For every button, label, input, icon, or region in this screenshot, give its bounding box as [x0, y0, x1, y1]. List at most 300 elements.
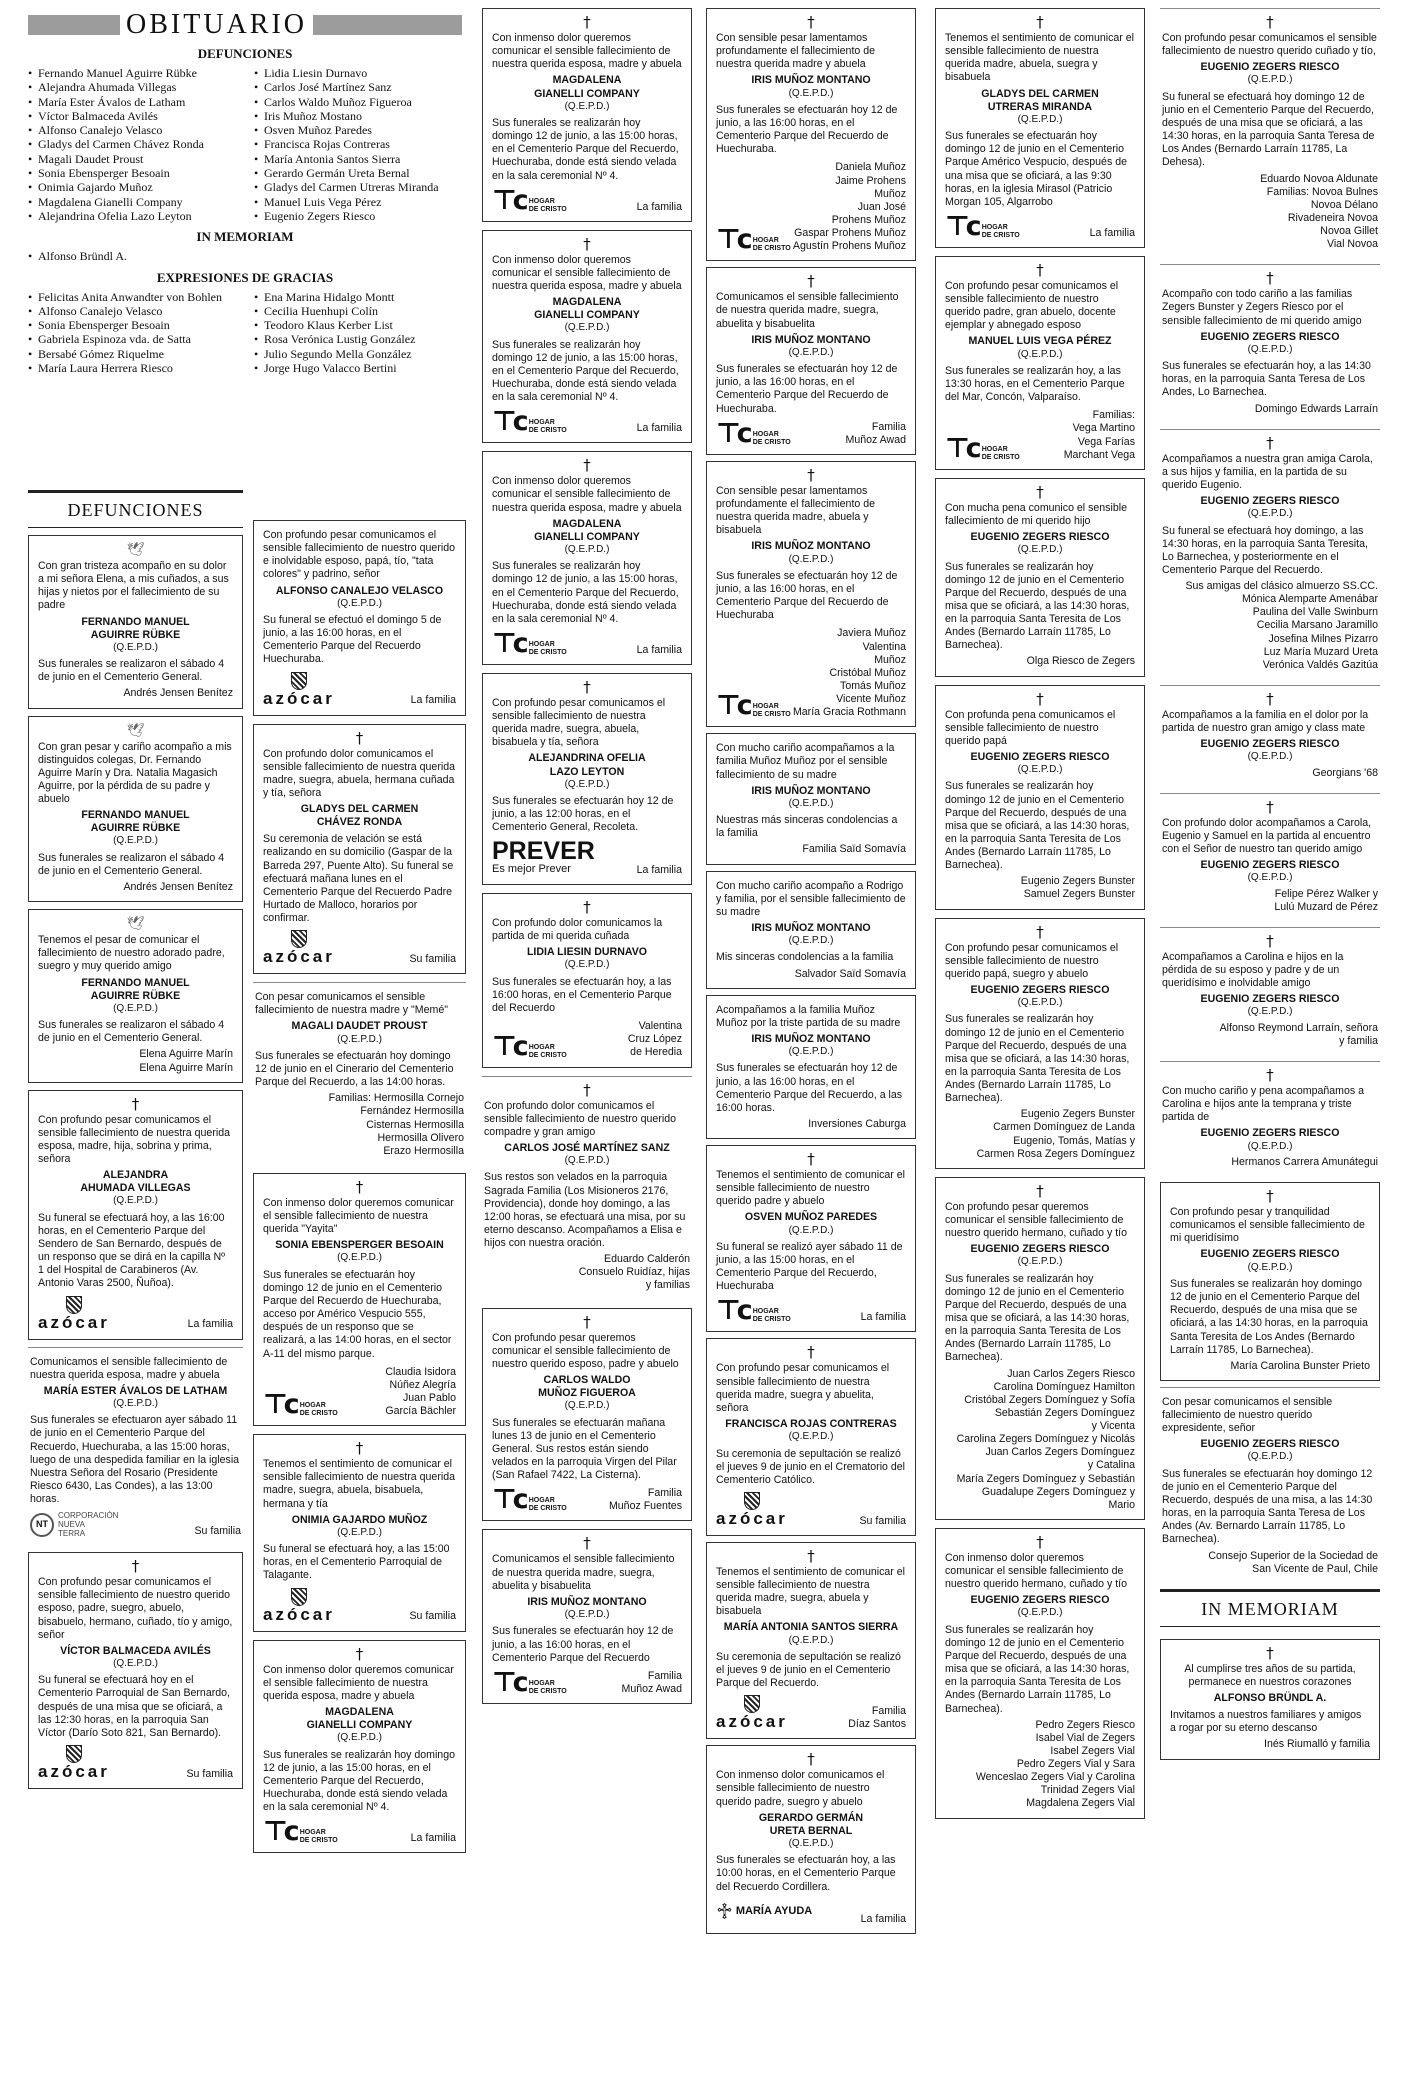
nueva-terra-logo	[30, 1511, 118, 1538]
azocar-logo	[38, 1745, 110, 1781]
notice-signature: Inversiones Caburga	[808, 1117, 906, 1130]
notice-body: Sus funerales se realizarán hoy domingo 12 de junio en el Cementerio Parque del Recuerdo, después de una misa que se oficiará, a las 14:30 horas, en la parroquia Santa Teresita de Los Andes (Bernardo Larraín 11785, Lo Barnechea).	[1170, 1278, 1368, 1356]
deceased-name: MAGDALENA GIANELLI COMPANY	[306, 1705, 413, 1732]
notice-signature: Familia Muñoz Awad	[845, 420, 906, 446]
notice-footer	[716, 1295, 906, 1327]
hogar-de-cristo-text: HOGAR DE CRISTO	[528, 197, 567, 213]
notice-intro: Con profundo pesar comunicamos el sensible fallecimiento de nuestra querida madre, suegra y abuelita, señora	[716, 1362, 890, 1414]
notice-intro: Con gran tristeza acompaño en su dolor a mi señora Elena, a mis cuñados, a sus hijas y nietos por el fallecimiento de su padre	[38, 560, 229, 612]
qepd-label: (Q.E.P.D.)	[1247, 74, 1293, 86]
notice-body: Sus funerales se efectuarán hoy, a las 10:00 horas, en el Cementerio Parque del Recuerdo Cordillera.	[716, 1854, 896, 1893]
notice-footer	[263, 672, 456, 708]
page-title: OBITUARIO	[126, 9, 307, 40]
notice-intro: Acompaño con todo cariño a las familias Zegers Bunster y Zegers Riesco por el sensible fallecimiento de mi querido amigo	[1162, 288, 1362, 327]
azocar-wordmark: azócar	[716, 1508, 788, 1528]
index-entry: • Alfonso Canalejo Velasco	[28, 123, 236, 137]
obituario-banner	[28, 10, 462, 40]
notice-intro: Tenemos el sentimiento de comunicar el sensible fallecimiento de nuestra querida madre, abuela, suegra y bisabuela	[945, 32, 1135, 84]
notice-signature: Pedro Zegers Riesco Isabel Vial de Zegers Isabel Zegers Vial Pedro Zegers Vial y Sara Wenceslao Zegers Vial y Carolina Trinidad Zegers Vial Magdalena Zegers Vial	[975, 1718, 1135, 1810]
index-defunciones	[28, 66, 462, 223]
hogar-de-cristo-text: HOGAR DE CRISTO	[528, 640, 567, 656]
obituary-notice	[253, 982, 466, 1165]
notice-body: Sus funerales se realizarán hoy domingo 12 de junio en el Cementerio Parque del Recuerdo, después de una misa que se oficiará, a las 14:30 horas, en la parroquia Santa Teresita de Los Andes (Bernardo Larraín 11785, Lo Barnechea).	[945, 1272, 1130, 1364]
index-entry: • Sonia Ebensperger Besoain	[28, 166, 236, 180]
deceased-name: LIDIA LIESIN DURNAVO	[526, 946, 648, 959]
notice-intro: Comunicamos el sensible fallecimiento de nuestra querida esposa, madre y abuela	[30, 1355, 228, 1381]
notice-body: Su ceremonia de velación se está realizando en su domicilio (Gaspar de la Barreda 297, Puente Alto). Su funeral se efectuará mañana lunes en el Cementerio Parque del Recuerdo Padre Hurtado de Malloco, horarios por confirmar.	[263, 833, 454, 925]
notice-body: Sus funerales se realizarán hoy, a las 13:30 horas, en el Cementerio Parque del Mar, Concón, Valparaíso.	[945, 364, 1125, 404]
deceased-name: EUGENIO ZEGERS RIESCO	[970, 1594, 1110, 1607]
notice-intro: Con profundo pesar comunicamos el sensible fallecimiento de nuestro querido esposo, padre, suegro, abuelo, bisabuelo, hermano, cuñado, tío y amigo, señor	[38, 1576, 233, 1641]
obituary-notice	[935, 1528, 1145, 1819]
notice-signature: Familias: Vega Martino Vega Farías Marchant Vega	[1063, 409, 1135, 461]
deceased-name: CARLOS WALDO MUÑOZ FIGUEROA	[538, 1373, 636, 1400]
notice-intro: Con mucho cariño y pena acompañamos a Carolina e hijos ante la temprana y triste partida de	[1162, 1085, 1364, 1124]
obituary-notice	[1160, 685, 1380, 787]
banner-bar-left	[28, 15, 120, 35]
qepd-label: (Q.E.P.D.)	[113, 1657, 158, 1669]
cross-icon: †	[355, 1439, 364, 1458]
qepd-label: (Q.E.P.D.)	[1017, 348, 1063, 360]
cross-icon: †	[355, 728, 364, 747]
notice-intro: Tenemos el sentimiento de comunicar el sensible fallecimiento de nuestra querida madre, suegra, abuela y bisabuela	[716, 1565, 906, 1618]
cross-icon: †	[1266, 1643, 1274, 1662]
notice-intro: Con profundo pesar queremos comunicar el sensible fallecimiento de nuestro querido hermano, cuñado y tío	[945, 1200, 1127, 1240]
qepd-label: (Q.E.P.D.)	[564, 1400, 610, 1412]
deceased-name: IRIS MUÑOZ MONTANO	[751, 540, 871, 553]
index-entry: • Carlos Waldo Muñoz Figueroa	[254, 95, 462, 109]
notice-intro: Con inmenso dolor comunicamos el sensible fallecimiento de nuestro querido padre, suegro y abuelo	[716, 1769, 885, 1808]
obituary-notice	[706, 461, 916, 727]
obituary-notice	[706, 8, 916, 261]
notice-signature: Familia Muñoz Awad	[621, 1669, 682, 1695]
notice-signature: La familia	[410, 694, 456, 707]
notice-body: Su funeral se efectuó el domingo 5 de junio, a las 16:00 horas, en el Cementerio Parque del Recuerdo Huechuraba.	[263, 614, 442, 666]
hogar-de-cristo-logo	[492, 627, 567, 659]
deceased-name: ALFONSO BRÜNDL A.	[1213, 1692, 1327, 1705]
hogar-de-cristo-icon: ⊤c	[263, 1816, 296, 1848]
index-block	[28, 10, 462, 375]
notice-intro: Con profundo pesar comunicamos el sensible fallecimiento de nuestra querida madre, suegra, abuela, bisabuela y tía, señora	[492, 696, 666, 749]
hogar-de-cristo-logo	[492, 1667, 567, 1698]
qepd-label: (Q.E.P.D.)	[337, 597, 382, 609]
index-entry: • Onimia Gajardo Muñoz	[28, 180, 236, 194]
notice-intro: Con mucho cariño acompaño a Rodrigo y familia, por el sensible fallecimiento de su madre	[716, 879, 906, 918]
hogar-de-cristo-text: HOGAR DE CRISTO	[528, 1043, 567, 1059]
notice-footer	[492, 839, 682, 877]
column-2	[253, 520, 466, 1853]
cross-icon: †	[131, 1094, 140, 1113]
notice-intro: Tenemos el sentimiento de comunicar el sensible fallecimiento de nuestra querida madre, suegra, abuela, bisabuela, hermana y tía	[263, 1458, 455, 1510]
index-entry: • Víctor Balmaceda Avilés	[28, 109, 236, 123]
qepd-label: (Q.E.P.D.)	[788, 1046, 834, 1058]
obituary-notice	[482, 451, 692, 665]
notice-body: Sus funerales se efectuarán hoy domingo 12 de junio en el Cementerio Parque del Recuerdo, después de una misa, a las 14:30 horas, en la parroquia Santa Teresa de Los Andes (Av. Bernardo Larraín 11785, Lo Barnechea).	[1162, 1467, 1373, 1546]
hogar-de-cristo-text: HOGAR DE CRISTO	[299, 1829, 338, 1845]
maria-ayuda-logo	[716, 1899, 812, 1926]
nueva-terra-icon: NT	[30, 1513, 54, 1537]
notice-signature: Eugenio Zegers Bunster Carmen Domínguez de Landa Eugenio, Tomás, Matías y Carmen Rosa Zegers Domínguez	[976, 1108, 1135, 1160]
notice-signature: Familias: Hermosilla Cornejo Fernández Hermosilla Cisternas Hermosilla Hermosilla Olivero Erazo Hermosilla	[328, 1092, 464, 1157]
obituary-notice	[28, 909, 243, 1083]
notice-signature: Daniela Muñoz Jaime Prohens Muñoz Juan José Prohens Muñoz Gaspar Prohens Muñoz Agustín Prohens Muñoz	[792, 161, 906, 253]
cross-icon: †	[807, 1343, 815, 1362]
deceased-name: EUGENIO ZEGERS RIESCO	[1200, 61, 1340, 74]
index-entry: • Rosa Verónica Lustig González	[254, 332, 462, 346]
index-entry: • Manuel Luis Vega Pérez	[254, 195, 462, 209]
crest-icon	[744, 1695, 760, 1713]
hogar-de-cristo-text: HOGAR DE CRISTO	[528, 1680, 567, 1695]
notice-footer	[492, 1020, 682, 1062]
deceased-name: EUGENIO ZEGERS RIESCO	[970, 531, 1110, 544]
notice-body: Sus funerales se realizarán hoy domingo 12 de junio, a las 15:00 horas, en el Cementerio Parque del Recuerdo, Huechuraba, donde está siendo velada en la sala ceremonial Nº 4.	[263, 1748, 455, 1814]
cross-icon: †	[1266, 1066, 1274, 1085]
hogar-de-cristo-logo	[716, 690, 791, 722]
deceased-name: EUGENIO ZEGERS RIESCO	[970, 983, 1110, 996]
notice-footer	[492, 406, 682, 438]
notice-signature: Andrés Jensen Benítez	[123, 687, 233, 700]
qepd-label: (Q.E.P.D.)	[788, 346, 834, 358]
hogar-de-cristo-icon: ⊤c	[492, 1030, 525, 1062]
section-memoriam-heading: IN MEMORIAM	[1160, 1589, 1380, 1627]
deceased-name: MAGALI DAUDET PROUST	[291, 1020, 428, 1033]
notice-body: Sus funerales se realizarán hoy domingo 12 de junio, a las 15:00 horas, en el Cementerio Parque del Recuerdo, Huechuraba, donde está siendo velada en la sala ceremonial Nº 4.	[492, 560, 679, 625]
cross-icon: †	[807, 1546, 815, 1565]
notice-footer	[38, 1296, 233, 1332]
notice-body: Sus funerales se realizarán hoy domingo 12 de junio en el Cementerio Parque del Recuerdo, después de una misa que se oficiará, a las 14:30 horas, en la parroquia Santa Teresita de Los Andes (Bernardo Larraín 11785, Lo Barnechea).	[945, 560, 1130, 652]
deceased-name: IRIS MUÑOZ MONTANO	[751, 921, 871, 934]
index-entry: • Gerardo Germán Ureta Bernal	[254, 166, 462, 180]
notice-footer	[716, 1492, 906, 1528]
notice-body: Sus funerales se realizarán hoy domingo 12 de junio, a las 15:00 horas, en el Cementerio Parque del Recuerdo, Huechuraba, donde está siendo velada en la sala ceremonial Nº 4.	[492, 338, 679, 404]
obituary-notice	[935, 1177, 1145, 1520]
notice-footer	[492, 1484, 682, 1516]
deceased-name: FRANCISCA ROJAS CONTRERAS	[725, 1417, 897, 1430]
index-entry: • Gabriela Espinoza vda. de Satta	[28, 332, 236, 346]
qepd-label: (Q.E.P.D.)	[1017, 1256, 1063, 1268]
notice-intro: Al cumplirse tres años de su partida, permanece en nuestros corazones	[1184, 1662, 1356, 1688]
notice-intro: Comunicamos el sensible fallecimiento de nuestra querida madre, suegra, abuelita y bisabuelita	[492, 1553, 675, 1592]
hogar-de-cristo-text: HOGAR DE CRISTO	[299, 1402, 338, 1418]
index-entry: • María Antonia Santos Sierra	[254, 152, 462, 166]
deceased-name: EUGENIO ZEGERS RIESCO	[1200, 330, 1340, 343]
index-entry: • Alfonso Bründl A.	[28, 249, 236, 263]
notice-footer	[30, 1511, 241, 1538]
obituary-notice	[706, 1145, 916, 1332]
notice-body: Sus restos son velados en la parroquia Sagrada Familia (Los Misioneros 2176, Providencia), donde hoy domingo, a las 12:00 horas, se efectuará una misa, por su eterno descanso. Acompañamos a Elisa e hijos con nuestra oración.	[484, 1171, 686, 1250]
deceased-name: CARLOS JOSÉ MARTÍNEZ SANZ	[504, 1141, 670, 1154]
notice-footer	[492, 184, 682, 216]
notice-signature: Domingo Edwards Larraín	[1254, 402, 1378, 415]
obituary-notice	[935, 8, 1145, 248]
qepd-label: (Q.E.P.D.)	[337, 1033, 382, 1045]
index-entry: • Lidia Liesin Durnavo	[254, 66, 462, 80]
notice-intro: Con profundo pesar queremos comunicar el sensible fallecimiento de nuestro querido esposo, padre y abuelo	[492, 1331, 679, 1370]
notice-intro: Con sensible pesar lamentamos profundamente el fallecimiento de nuestra querida madre y abuela	[716, 32, 876, 71]
obituary-notice	[253, 724, 466, 975]
cross-icon: †	[131, 1557, 140, 1576]
deceased-name: VÍCTOR BALMACEDA AVILÉS	[60, 1644, 211, 1657]
obituary-notice	[935, 685, 1145, 910]
notice-body: Sus funerales se efectuarán hoy, a las 16:00 horas, en el Cementerio Parque del Recuerdo	[492, 975, 672, 1015]
notice-signature: Juan Carlos Zegers Riesco Carolina Domínguez Hamilton Cristóbal Zegers Domínguez y Sofía Sebastián Zegers Domínguez y Vicenta Carolina Zegers Domínguez y Nicolás Juan Carlos Zegers Domínguez y Catalina María Zegers Domínguez y Sebastián Guadalupe Zegers Domínguez y Mario	[956, 1367, 1135, 1511]
notice-body: Su funeral se efectuará hoy, a las 16:00 horas, en el Cementerio Parque del Sendero de San Bernardo, después de un responso que se dirá en la capilla Nº 1 del Hospital de Carabineros (Av. Antonio Varas 2500, Ñuñoa).	[38, 1211, 226, 1290]
index-defunciones-left	[28, 66, 236, 223]
qepd-label: (Q.E.P.D.)	[564, 543, 610, 555]
obituary-notice	[482, 673, 692, 885]
obituary-notice	[706, 871, 916, 989]
qepd-label: (Q.E.P.D.)	[788, 1224, 834, 1236]
deceased-name: ONIMIA GAJARDO MUÑOZ	[291, 1513, 428, 1526]
notice-body: Sus funerales se efectuarán hoy 12 de junio, a las 16:00 horas, en el Cementerio Parque del Recuerdo, a las 16:00 horas.	[716, 1062, 903, 1114]
azocar-wordmark: azócar	[38, 1312, 110, 1332]
notice-signature: Su familia	[186, 1767, 233, 1780]
notice-footer	[716, 627, 906, 722]
hogar-de-cristo-logo	[263, 1816, 338, 1848]
qepd-label: (Q.E.P.D.)	[113, 1195, 158, 1207]
hogar-de-cristo-icon: ⊤c	[492, 406, 525, 438]
index-entry: • Francisca Rojas Contreras	[254, 137, 462, 151]
notice-footer	[263, 1366, 456, 1419]
index-gracias-heading: EXPRESIONES DE GRACIAS	[156, 269, 334, 285]
notice-body: Sus funerales se realizarán hoy domingo 12 de junio en el Cementerio Parque del Recuerdo, después de una misa que se oficiará, a las 14:30 horas, en la parroquia Santa Teresita de Los Andes (Bernardo Larraín 11785, Lo Barnechea).	[945, 1013, 1130, 1105]
notice-footer	[716, 161, 906, 256]
notice-intro: Con profundo pesar comunicamos el sensible fallecimiento de nuestro querido cuñado y tío,	[1162, 32, 1377, 58]
notice-intro: Con profundo dolor comunicamos el sensible fallecimiento de nuestra querida madre, suegra, abuela, hermana cuñada y tía, señora	[263, 747, 455, 799]
index-defunciones-heading: DEFUNCIONES	[197, 46, 293, 61]
obituary-notice	[935, 478, 1145, 677]
prever-tagline: Es mejor Prever	[492, 863, 571, 876]
index-entry: • Iris Muñoz Mostano	[254, 109, 462, 123]
hogar-de-cristo-text: HOGAR DE CRISTO	[752, 1308, 791, 1324]
cross-icon: †	[1266, 797, 1274, 816]
qepd-label: (Q.E.P.D.)	[1247, 1006, 1293, 1018]
qepd-label: (Q.E.P.D.)	[788, 1634, 834, 1646]
notice-intro: Comunicamos el sensible fallecimiento de nuestra querida madre, suegra, abuelita y bisabuelita	[716, 291, 899, 330]
dove-icon: 🕊	[126, 722, 145, 739]
banner-bar-right	[313, 15, 462, 35]
notice-intro: Con inmenso dolor queremos comunicar el sensible fallecimiento de nuestra querida esposa, madre y abuela	[263, 1663, 454, 1702]
azocar-wordmark: azócar	[263, 1604, 335, 1624]
notice-intro: Con profundo pesar comunicamos el sensible fallecimiento de nuestra querida esposa, madre, hija, sobrina y prima, señora	[38, 1113, 230, 1166]
hogar-de-cristo-logo	[492, 1030, 567, 1062]
qepd-label: (Q.E.P.D.)	[1017, 764, 1063, 776]
qepd-label: (Q.E.P.D.)	[1017, 113, 1063, 125]
hogar-de-cristo-logo	[492, 406, 567, 438]
obituary-notice	[1160, 429, 1380, 679]
index-gracias-left	[28, 290, 236, 376]
crest-icon	[66, 1745, 82, 1763]
hogar-de-cristo-icon: ⊤c	[945, 432, 978, 464]
qepd-label: (Q.E.P.D.)	[788, 87, 834, 99]
index-entry: • Bersabé Gómez Riquelme	[28, 347, 236, 361]
deceased-name: GERARDO GERMÁN URETA BERNAL	[758, 1811, 864, 1837]
notice-body: Su ceremonia de sepultación se realizó el jueves 9 de junio en el Crematorio del Cementerio Católico.	[716, 1447, 906, 1486]
qepd-label: (Q.E.P.D.)	[1247, 872, 1293, 884]
notice-signature: Eugenio Zegers Bunster Samuel Zegers Bunster	[1020, 875, 1135, 901]
crest-icon	[291, 930, 307, 948]
deceased-name: FERNANDO MANUEL AGUIRRE RÜBKE	[81, 976, 190, 1002]
notice-intro: Con profundo dolor acompañamos a Carola, Eugenio y Samuel en la partida al encuentro con el Señor de nuestro tan querido amigo	[1162, 816, 1372, 856]
cross-icon: †	[583, 1312, 591, 1331]
notice-signature: La familia	[636, 863, 682, 876]
hogar-de-cristo-text: HOGAR DE CRISTO	[528, 419, 567, 435]
notice-intro: Con gran pesar y cariño acompaño a mis distinguidos colegas, Dr. Fernando Aguirre Marín y Dra. Natalia Magasich Aguirre, por la pérdida de su padre y abuelo	[38, 740, 232, 806]
qepd-label: (Q.E.P.D.)	[113, 1002, 158, 1014]
notice-body: Su funeral se efectuará hoy, a las 15:00 horas, en el Cementerio Parroquial de Talagante.	[263, 1543, 450, 1582]
obituary-notice	[482, 893, 692, 1068]
notice-body: Su funeral se efectuará hoy domingo, a las 14:30 horas, en la parroquia Santa Teresita, Lo Barnechea, y posteriormente en el Cementerio Parque del Recuerdo.	[1162, 524, 1368, 576]
hogar-de-cristo-logo	[716, 224, 791, 256]
column-1	[28, 490, 243, 1789]
index-entry: • Gladys del Carmen Chávez Ronda	[28, 137, 236, 151]
qepd-label: (Q.E.P.D.)	[1017, 1607, 1063, 1619]
maria-ayuda-icon: ♱	[716, 1899, 733, 1925]
obituary-notice	[706, 1745, 916, 1934]
notice-body: Sus funerales se efectuarán hoy 12 de junio, a las 16:00 horas, en el Cementerio Parque del Recuerdo	[492, 1625, 674, 1664]
cross-icon: †	[583, 13, 591, 31]
notice-body: Mis sinceras condolencias a la familia	[716, 951, 894, 964]
obituary-notice	[253, 1173, 466, 1426]
obituary-notice	[253, 520, 466, 716]
notice-body: Su funeral se realizó ayer sábado 11 de junio, a las 15:00 horas, en el Cementerio Parque del Recuerdo, Huechuraba	[716, 1240, 903, 1293]
hogar-de-cristo-icon: ⊤c	[716, 1295, 749, 1327]
notice-footer	[263, 1588, 456, 1624]
deceased-name: MARÍA ESTER ÁVALOS DE LATHAM	[43, 1384, 228, 1397]
obituary-notice	[1160, 793, 1380, 921]
hogar-de-cristo-icon: ⊤c	[492, 1484, 525, 1516]
qepd-label: (Q.E.P.D.)	[788, 553, 834, 565]
hogar-de-cristo-logo	[263, 1389, 338, 1421]
notice-signature: Eduardo Novoa Aldunate Familias: Novoa Bulnes Novoa Délano Rivadeneira Novoa Novoa Gillet Vial Novoa	[1260, 172, 1378, 251]
notice-body: Sus funerales se efectuaron ayer sábado 11 de junio en el Cementerio Parque del Recuerdo, Huechuraba, a las 15:00 horas, luego de una despedida familiar en la iglesia Nuestra Señora del Rosario (Presidente Riesco 6430, Las Condes), a las 13:00 horas.	[30, 1414, 240, 1506]
column-4	[706, 8, 916, 1934]
hogar-de-cristo-text: HOGAR DE CRISTO	[981, 223, 1020, 239]
azocar-logo	[263, 672, 335, 708]
qepd-label: (Q.E.P.D.)	[337, 1252, 382, 1264]
notice-body: Su ceremonia de sepultación se realizó el jueves 9 de junio en el Cementerio Parque del Recuerdo.	[716, 1650, 901, 1690]
obituary-notice	[482, 1308, 692, 1522]
obituary-notice	[482, 230, 692, 444]
obituary-notice	[482, 8, 692, 222]
hogar-de-cristo-logo	[945, 210, 1020, 242]
hogar-de-cristo-text: HOGAR DE CRISTO	[752, 703, 791, 719]
notice-signature: Javiera Muñoz Valentina Muñoz Cristóbal Muñoz Tomás Muñoz Vicente Muñoz María Gracia Rothmann	[792, 627, 906, 719]
deceased-name: FERNANDO MANUEL AGUIRRE RÜBKE	[81, 809, 190, 835]
notice-signature: Sus amigas del clásico almuerzo SS.CC. Mónica Alemparte Amenábar Paulina del Valle Swinburn Cecilia Marsano Jaramillo Josefina Milnes Pizarro Luz María Muzard Ureta Verónica Valdés Gazitúa	[1185, 580, 1378, 671]
deceased-name: MAGDALENA GIANELLI COMPANY	[534, 517, 640, 543]
azocar-logo	[716, 1492, 788, 1528]
notice-body: Invitamos a nuestros familiares y amigos a rogar por su eterno descanso	[1170, 1709, 1362, 1735]
obituary-notice	[28, 1090, 243, 1340]
column-3	[482, 8, 692, 1704]
notice-intro: Acompañamos a Carolina e hijos en la pérdida de su esposo y padre y de un queridísimo e inolvidable amigo	[1162, 950, 1344, 990]
notice-signature: La familia	[860, 1311, 906, 1324]
notice-footer	[945, 210, 1135, 242]
obituary-notice	[253, 1640, 466, 1854]
qepd-label: (Q.E.P.D.)	[564, 1608, 610, 1620]
notice-signature: Eduardo Calderón Consuelo Ruidíaz, hijas y familias	[578, 1253, 690, 1292]
obituary-notice	[482, 1529, 692, 1704]
qepd-label: (Q.E.P.D.)	[113, 641, 158, 653]
notice-intro: Con inmenso dolor queremos comunicar el sensible fallecimiento de nuestra querida esposa, madre y abuela	[492, 253, 682, 292]
notice-intro: Con profundo pesar y tranquilidad comunicamos el sensible fallecimiento de mi queridísimo	[1170, 1206, 1365, 1245]
notice-footer	[716, 1695, 906, 1731]
azocar-logo	[263, 1588, 335, 1624]
notice-intro: Acompañamos a nuestra gran amiga Carola, a sus hijos y familia, en la partida de su querido Eugenio.	[1162, 452, 1373, 491]
index-entry: • Jorge Hugo Valacco Bertini	[254, 361, 462, 375]
notice-signature: La familia	[636, 200, 682, 213]
deceased-name: EUGENIO ZEGERS RIESCO	[1200, 1438, 1340, 1451]
dove-icon: 🕊	[126, 916, 145, 933]
obituary-notice	[482, 1076, 692, 1300]
notice-intro: Con profundo pesar comunicamos el sensible fallecimiento de nuestro querido padre, gran abuelo, docente ejemplar y abnegado esposo	[945, 279, 1119, 332]
crest-icon	[744, 1492, 760, 1510]
obituary-notice	[706, 1542, 916, 1739]
index-entry: • Fernando Manuel Aguirre Rübke	[28, 66, 236, 80]
deceased-name: ALFONSO CANALEJO VELASCO	[275, 584, 444, 597]
qepd-label: (Q.E.P.D.)	[337, 1732, 382, 1744]
hogar-de-cristo-logo	[945, 432, 1020, 464]
notice-intro: Tenemos el sentimiento de comunicar el sensible fallecimiento de nuestro querido padre y abuelo	[716, 1169, 906, 1208]
cross-icon: †	[355, 1177, 364, 1196]
notice-intro: Con inmenso dolor queremos comunicar el sensible fallecimiento de nuestro querido hermano, cuñado y tío	[945, 1551, 1127, 1591]
deceased-name: IRIS MUÑOZ MONTANO	[751, 1032, 871, 1045]
obituary-notice	[935, 256, 1145, 470]
cross-icon: †	[355, 1644, 364, 1663]
notice-body: Nuestras más sinceras condolencias a la familia	[716, 814, 898, 840]
crest-icon	[291, 1588, 307, 1606]
qepd-label: (Q.E.P.D.)	[564, 322, 610, 334]
cross-icon: †	[1266, 269, 1274, 288]
notice-signature: Familia Saïd Somavía	[802, 843, 906, 856]
notice-body: Sus funerales se efectuarán hoy 12 de junio, a las 12:00 horas, en el Cementerio General, Recoleta.	[492, 795, 674, 834]
hogar-de-cristo-text: HOGAR DE CRISTO	[752, 430, 791, 446]
index-defunciones-right	[254, 66, 462, 223]
notice-signature: Familia Muñoz Fuentes	[608, 1487, 682, 1513]
index-entry: • Osven Muñoz Paredes	[254, 123, 462, 137]
hogar-de-cristo-logo	[716, 417, 791, 449]
deceased-name: EUGENIO ZEGERS RIESCO	[1200, 1248, 1340, 1261]
deceased-name: ALEJANDRA AHUMADA VILLEGAS	[80, 1169, 191, 1195]
azocar-wordmark: azócar	[263, 688, 335, 708]
notice-footer	[263, 1816, 456, 1848]
notice-intro: Tenemos el pesar de comunicar el fallecimiento de nuestro adorado padre, suegro y muy querido amigo	[38, 934, 225, 973]
cross-icon: †	[1036, 482, 1044, 501]
deceased-name: IRIS MUÑOZ MONTANO	[751, 333, 871, 346]
obituary-notice	[253, 1434, 466, 1631]
notice-signature: Su familia	[409, 1610, 456, 1623]
deceased-name: MANUEL LUIS VEGA PÉREZ	[968, 335, 1112, 348]
notice-footer	[38, 1745, 233, 1781]
index-entry: • Sonia Ebensperger Besoain	[28, 318, 236, 332]
hogar-de-cristo-icon: ⊤c	[716, 690, 749, 722]
index-entry: • Eugenio Zegers Riesco	[254, 209, 462, 223]
notice-intro: Con inmenso dolor queremos comunicar el sensible fallecimiento de nuestra querida esposa, madre y abuela	[492, 475, 682, 514]
deceased-name: IRIS MUÑOZ MONTANO	[527, 1595, 647, 1608]
qepd-label: (Q.E.P.D.)	[788, 797, 834, 809]
azocar-logo	[38, 1296, 110, 1332]
qepd-label: (Q.E.P.D.)	[1247, 508, 1293, 520]
prever-logo	[492, 839, 595, 877]
hogar-de-cristo-icon: ⊤c	[945, 210, 978, 242]
notice-intro: Con inmenso dolor queremos comunicar el sensible fallecimiento de nuestra querida "Yayita"	[263, 1196, 454, 1236]
notice-body: Sus funerales se efectuarán hoy, a las 14:30 horas, en la parroquia Santa Teresa de Los Andes, Lo Barnechea.	[1162, 360, 1371, 399]
cross-icon: †	[807, 465, 815, 484]
notice-body: Sus funerales se realizarán hoy domingo 12 de junio en el Cementerio Parque del Recuerdo, después de una misa que se oficiará, a las 14:30 horas, en la parroquia Santa Teresita de Los Andes (Bernardo Larraín 11785, Lo Barnechea).	[945, 1623, 1130, 1715]
index-gracias	[28, 290, 462, 376]
obituary-notice	[1160, 927, 1380, 1055]
